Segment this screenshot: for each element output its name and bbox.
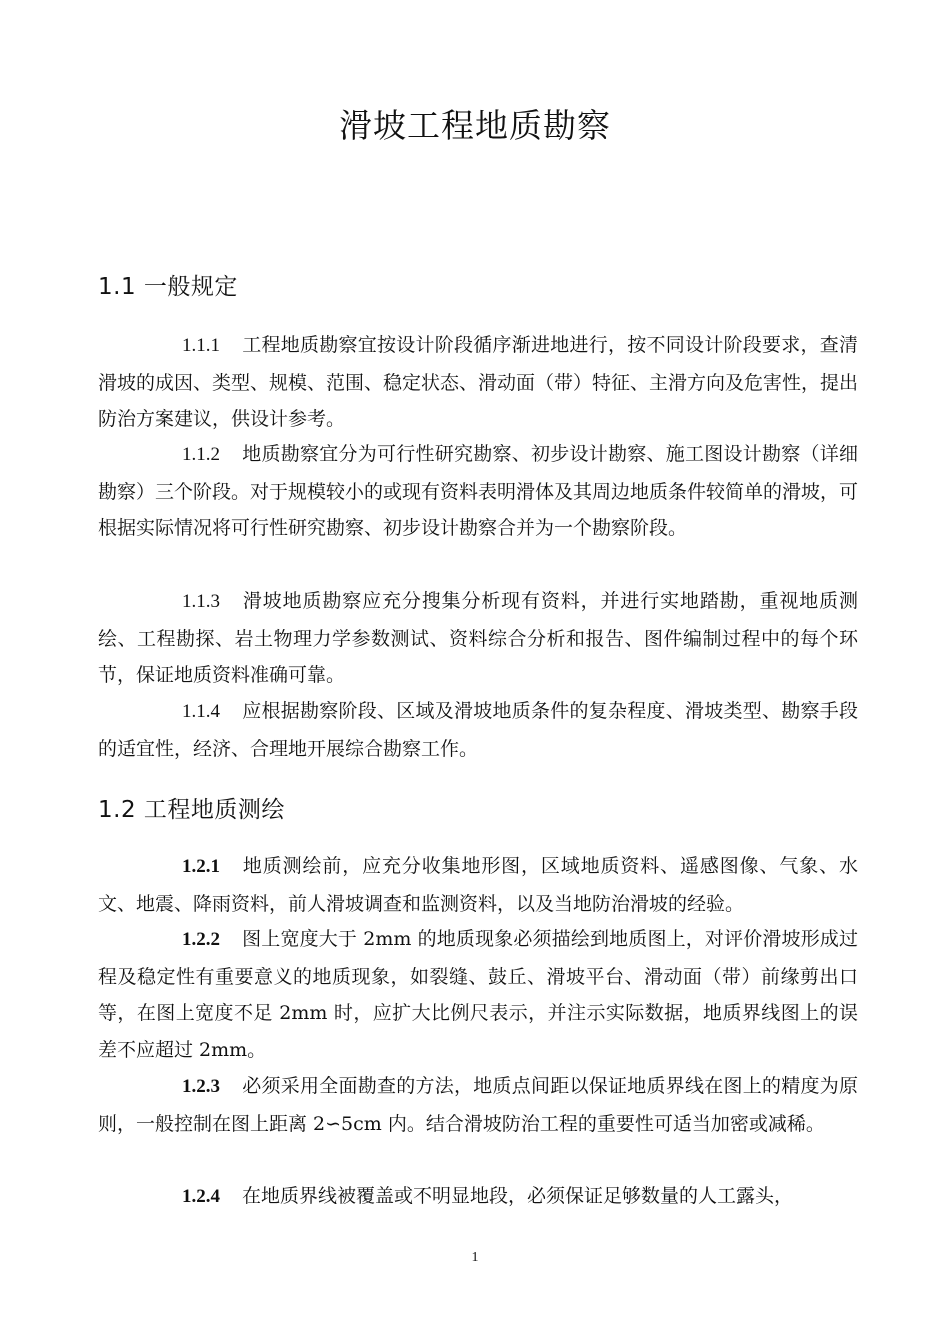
page-number: 1 (471, 1250, 479, 1265)
document-title: 滑坡工程地质勘察 (339, 106, 611, 145)
section-heading-1-2: 1.2 工程地质测绘 (98, 797, 285, 823)
clause-1-2-1 (98, 848, 858, 922)
clause-number: 1.1.3 (182, 591, 220, 612)
clause-text: 在地质界线被覆盖或不明显地段，必须保证足够数量的人工露头， (242, 1185, 794, 1207)
clause-1-1-4 (98, 693, 858, 767)
clause-number: 1.2.3 (182, 1076, 220, 1097)
clause-text: 应根据勘察阶段、区域及滑坡地质条件的复杂程度、滑坡类型、勘察手段的适宜性，经济、合理地开展综合勘察工作。 (98, 700, 858, 760)
clause-text: 滑坡地质勘察应充分搜集分析现有资料，并进行实地踏勘，重视地质测绘、工程勘探、岩土物理力学参数测试、资料综合分析和报告、图件编制过程中的每个环节，保证地质资料准确可靠。 (98, 590, 858, 686)
clause-text: 图上宽度大于 2mm 的地质现象必须描绘到地质图上，对评价滑坡形成过程及稳定性有重要意义的地质现象，如裂缝、鼓丘、滑坡平台、滑动面（带）前缘剪出口等，在图上宽度不足 2mm 时，应扩大比例尺表示，并注示实际数据，地质界线图上的误差不应超过 2mm。 (98, 928, 858, 1061)
clause-text: 地质测绘前，应充分收集地形图，区域地质资料、遥感图像、气象、水文、地震、降雨资料，前人滑坡调查和监测资料，以及当地防治滑坡的经验。 (98, 855, 858, 915)
clause-number: 1.1.2 (182, 444, 220, 465)
clause-number: 1.2.4 (182, 1186, 220, 1207)
clause-1-1-3 (98, 583, 858, 694)
clause-number: 1.1.4 (182, 701, 220, 722)
clause-1-1-1 (98, 327, 858, 438)
clause-text: 地质勘察宜分为可行性研究勘察、初步设计勘察、施工图设计勘察（详细勘察）三个阶段。对于规模较小的或现有资料表明滑体及其周边地质条件较简单的滑坡，可根据实际情况将可行性研究勘察、初步设计勘察合并为一个勘察阶段。 (98, 443, 859, 539)
clause-1-2-3 (98, 1068, 858, 1142)
clause-number: 1.2.1 (182, 856, 220, 877)
clause-number: 1.1.1 (182, 335, 220, 356)
clause-text: 必须采用全面勘查的方法，地质点间距以保证地质界线在图上的精度为原则，一般控制在图上距离 2∽5cm 内。结合滑坡防治工程的重要性可适当加密或减稀。 (98, 1075, 858, 1135)
clause-1-2-4 (98, 1178, 858, 1216)
clause-number: 1.2.2 (182, 929, 220, 950)
clause-text: 工程地质勘察宜按设计阶段循序渐进地进行，按不同设计阶段要求，查清滑坡的成因、类型、规模、范围、稳定状态、滑动面（带）特征、主滑方向及危害性，提出防治方案建议，供设计参考。 (98, 334, 859, 430)
clause-1-2-2 (98, 921, 858, 1068)
section-heading-1-1: 1.1 一般规定 (98, 274, 238, 300)
clause-1-1-2 (98, 436, 858, 547)
